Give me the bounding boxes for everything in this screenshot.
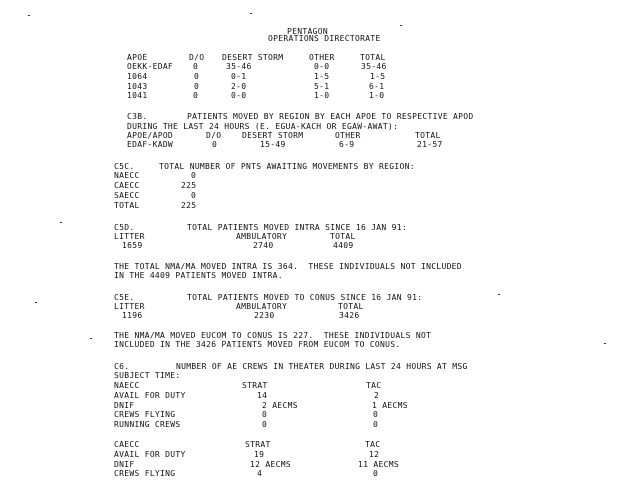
table-cell: 0 <box>193 62 199 71</box>
table-cell: 0 <box>194 82 200 91</box>
table-cell: 0 <box>194 72 200 81</box>
row-label: DNIF <box>114 401 135 410</box>
table-cell: 1659 <box>122 241 143 250</box>
region-value: 225 <box>181 181 197 190</box>
table-cell: 0 <box>262 410 268 419</box>
col-header: STRAT <box>245 440 271 449</box>
region-label: CAECC <box>114 181 140 190</box>
table-cell: OEKK-EDAF <box>127 62 174 71</box>
table-cell: 1-5 <box>370 72 386 81</box>
section-title: TOTAL PATIENTS MOVED INTRA SINCE 16 JAN 91: <box>187 223 408 232</box>
col-header: LITTER <box>114 232 145 241</box>
row-label: CREWS FLYING <box>114 469 176 478</box>
col-header: AMBULATORY <box>236 302 288 311</box>
scan-speck <box>498 294 500 295</box>
table-cell: 4409 <box>333 241 354 250</box>
region-value: 225 <box>181 201 197 210</box>
col-header: D/O <box>206 131 222 140</box>
col-header: STRAT <box>242 381 268 390</box>
table-cell: 4 <box>257 469 263 478</box>
section-label: C5C. <box>114 162 135 171</box>
col-header: AMBULATORY <box>236 232 288 241</box>
row-label: CREWS FLYING <box>114 410 176 419</box>
row-label: AVAIL FOR DUTY <box>114 391 186 400</box>
table-cell: 1 AECMS <box>372 401 408 410</box>
table-cell: 0 <box>262 420 268 429</box>
table-cell: 5-1 <box>314 82 330 91</box>
table-cell: 3426 <box>339 311 360 320</box>
scan-speck <box>400 25 402 26</box>
header-org: PENTAGON <box>287 27 328 36</box>
block-name: CAECC <box>114 440 140 449</box>
table-cell: 1-0 <box>369 91 385 100</box>
col-header: TOTAL <box>415 131 441 140</box>
block-name: NAECC <box>114 381 140 390</box>
table-cell: 6-9 <box>339 140 355 149</box>
section-title: TOTAL PATIENTS MOVED TO CONUS SINCE 16 JAN 91: <box>187 293 423 302</box>
section-note: THE NMA/MA MOVED EUCOM TO CONUS IS 227. THESE INDIVIDUALS NOT <box>114 331 432 340</box>
scan-speck <box>35 302 37 303</box>
table-cell: 12 <box>369 450 380 459</box>
table-cell: 1-0 <box>314 91 330 100</box>
table-cell: 35-46 <box>226 62 252 71</box>
col-header: APOE/APOD <box>127 131 174 140</box>
section-label: C5E. <box>114 293 135 302</box>
table-cell: 2-0 <box>231 82 247 91</box>
table-cell: 1196 <box>122 311 143 320</box>
section-title: NUMBER OF AE CREWS IN THEATER DURING LAST 24 HOURS AT MSG <box>176 362 468 371</box>
col-header: TOTAL <box>360 53 386 62</box>
table-cell: 11 AECMS <box>358 460 399 469</box>
section-note: THE TOTAL NMA/MA MOVED INTRA IS 364. THESE INDIVIDUALS NOT INCLUDED <box>114 262 462 271</box>
scan-speck <box>604 343 606 344</box>
col-header: DESERT STORM <box>242 131 304 140</box>
table-cell: 2 <box>374 391 380 400</box>
region-label: NAECC <box>114 171 140 180</box>
table-cell: 1064 <box>127 72 148 81</box>
table-cell: EDAF-KADW <box>127 140 174 149</box>
table-cell: 35-46 <box>361 62 387 71</box>
col-header: D/O <box>189 53 205 62</box>
scan-speck <box>28 15 30 16</box>
table-cell: 21-57 <box>417 140 443 149</box>
table-cell: 0 <box>193 91 199 100</box>
section-label: C6. <box>114 362 130 371</box>
col-header: TOTAL <box>338 302 364 311</box>
table-cell: 0-0 <box>231 91 247 100</box>
section-text: PATIENTS MOVED BY REGION BY EACH APOE TO RESPECTIVE APOD <box>187 112 474 121</box>
table-cell: 14 <box>257 391 268 400</box>
section-note: INCLUDED IN THE 3426 PATIENTS MOVED FROM EUCOM TO CONUS. <box>114 340 401 349</box>
col-header: OTHER <box>335 131 361 140</box>
table-cell: 19 <box>254 450 265 459</box>
section-note: IN THE 4409 PATIENTS MOVED INTRA. <box>114 271 283 280</box>
table-cell: 0-1 <box>231 72 247 81</box>
header-directorate: OPERATIONS DIRECTORATE <box>268 34 381 43</box>
region-value: 0 <box>191 191 197 200</box>
table-cell: 1041 <box>127 91 148 100</box>
scan-speck <box>60 222 62 223</box>
region-label: SAECC <box>114 191 140 200</box>
table-cell: 2 AECMS <box>262 401 298 410</box>
row-label: DNIF <box>114 460 135 469</box>
table-cell: 1043 <box>127 82 148 91</box>
table-cell: 12 AECMS <box>250 460 291 469</box>
region-label: TOTAL <box>114 201 140 210</box>
region-value: 0 <box>191 171 197 180</box>
row-label: AVAIL FOR DUTY <box>114 450 186 459</box>
section-title: TOTAL NUMBER OF PNTS AWAITING MOVEMENTS BY REGION: <box>159 162 415 171</box>
col-header: DESERT STORM <box>222 53 284 62</box>
table-cell: 15-49 <box>260 140 286 149</box>
col-header: TAC <box>366 381 382 390</box>
col-header: APOE <box>127 53 148 62</box>
table-cell: 2230 <box>254 311 275 320</box>
table-cell: 0 <box>212 140 218 149</box>
col-header: LITTER <box>114 302 145 311</box>
table-cell: 0 <box>373 410 379 419</box>
table-cell: 0 <box>373 469 379 478</box>
scan-speck <box>250 13 252 14</box>
table-cell: 2740 <box>253 241 274 250</box>
section-label: C3B. <box>127 112 148 121</box>
section-label: C5D. <box>114 223 135 232</box>
subject-time: SUBJECT TIME: <box>114 371 181 380</box>
table-cell: 0 <box>373 420 379 429</box>
col-header: OTHER <box>309 53 335 62</box>
col-header: TOTAL <box>330 232 356 241</box>
table-cell: 0-0 <box>314 62 330 71</box>
row-label: RUNNING CREWS <box>114 420 181 429</box>
col-header: TAC <box>365 440 381 449</box>
table-cell: 6-1 <box>369 82 385 91</box>
table-cell: 1-5 <box>314 72 330 81</box>
scan-speck <box>90 338 92 339</box>
section-text: DURING THE LAST 24 HOURS (E. EGUA-KACH OR EGAW-AWAT): <box>127 122 399 131</box>
